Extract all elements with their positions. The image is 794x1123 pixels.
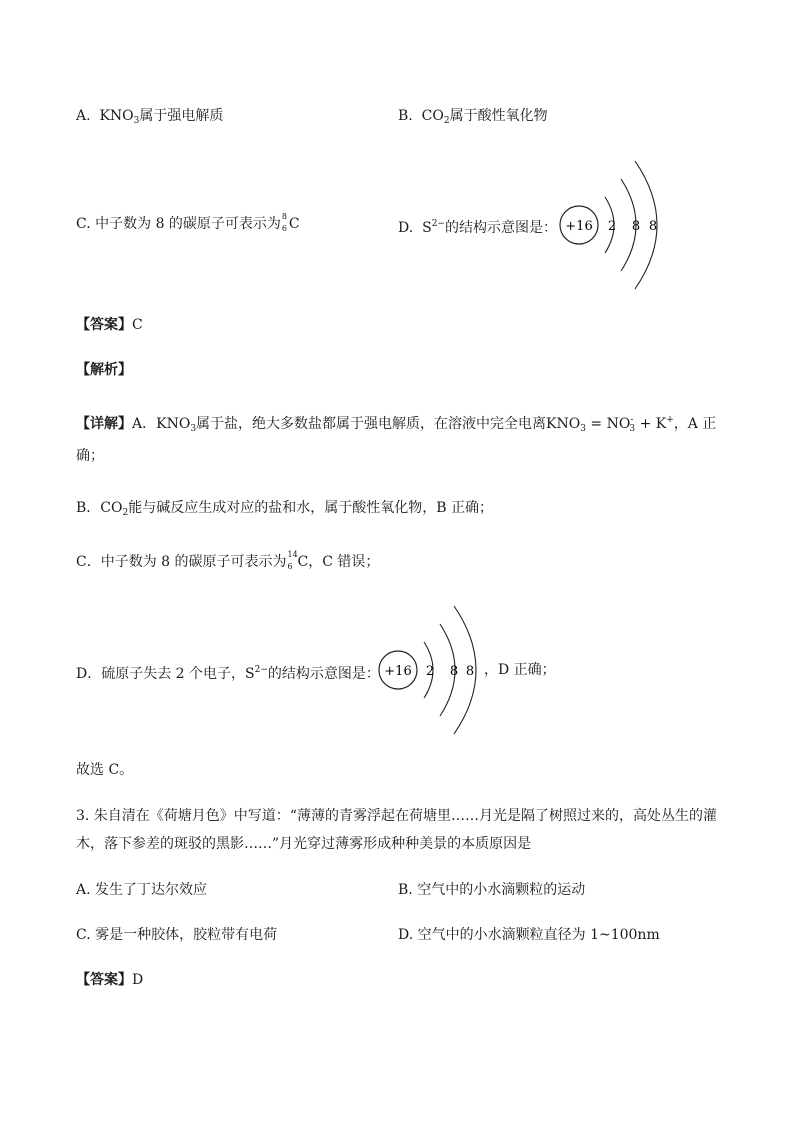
answer-1: 【答案】C bbox=[76, 317, 143, 333]
q3-stem-line2: 木，落下参差的斑驳的黑影……”月光穿过薄雾形成种种美景的本质原因是 bbox=[76, 836, 532, 852]
analysis-label: 【解析】 bbox=[76, 362, 132, 378]
isotope-notation-c14: 14 6 bbox=[287, 550, 298, 571]
shell-electrons-1: 2 bbox=[425, 664, 435, 679]
shell-electrons-2: 8 bbox=[449, 664, 459, 679]
q3-stem-line1: 3. 朱自清在《荷塘月色》中写道：“薄薄的青雾浮起在荷塘里……月光是隔了树照过来的，高处丛生的灌 bbox=[76, 808, 717, 824]
formula-kno3: $KNO_3$ bbox=[99, 108, 140, 126]
option-a: A. $KNO_3$属于强电解质 bbox=[76, 108, 224, 126]
detail-c: C．中子数为 8 的碳原子可表示为 14 6 C，C 错误； bbox=[76, 550, 380, 571]
q3-option-d: D. 空气中的小水滴颗粒直径为 1~100nm bbox=[398, 927, 660, 943]
atom-structure-diagram-2 bbox=[374, 600, 486, 738]
ionization-equation: $KNO_3 = NO^-_3 + K^+$ bbox=[546, 415, 674, 434]
q3-option-c: C. 雾是一种胶体，胶粒带有电荷 bbox=[76, 927, 278, 943]
option-c: C. 中子数为 8 的碳原子可表示为 8 6 C bbox=[76, 212, 300, 233]
option-b: B. $CO_2$属于酸性氧化物 bbox=[398, 108, 548, 126]
detail-a-line2: 确； bbox=[76, 448, 104, 464]
q3-option-b: B. 空气中的小水滴颗粒的运动 bbox=[398, 882, 586, 898]
shell-electrons-2: 8 bbox=[631, 219, 641, 234]
atom-structure-diagram-1 bbox=[555, 155, 665, 291]
detail-a-line1: 【详解】A．$KNO_3$属于盐，绝大多数盐都属于强电解质，在溶液中完全电离$KNO_3 = NO^-_3 + K^+$，A 正 bbox=[76, 415, 717, 434]
answer-2: 【答案】D bbox=[76, 972, 144, 988]
ion-s2: $S^{2-}$ bbox=[422, 219, 445, 236]
shell-electrons-3: 8 bbox=[465, 664, 475, 679]
shell-electrons-1: 2 bbox=[607, 219, 617, 234]
detail-d: D．硫原子失去 2 个电子，$S^{2-}$的结构示意图是： bbox=[76, 665, 380, 682]
nucleus-label: +16 bbox=[384, 664, 412, 679]
isotope-notation: 8 6 bbox=[281, 212, 288, 233]
formula-co2: $CO_2$ bbox=[421, 108, 450, 126]
detail-b: B．$CO_2$能与碱反应生成对应的盐和水，属于酸性氧化物，B 正确； bbox=[76, 500, 493, 518]
option-d: D. $S^{2-}$的结构示意图是： bbox=[398, 219, 557, 236]
shell-electrons-3: 8 bbox=[648, 219, 658, 234]
nucleus-label: +16 bbox=[565, 219, 593, 234]
conclusion: 故选 C。 bbox=[76, 762, 134, 778]
q3-option-a: A. 发生了丁达尔效应 bbox=[76, 882, 208, 898]
detail-d-end: ，D 正确； bbox=[484, 662, 556, 678]
